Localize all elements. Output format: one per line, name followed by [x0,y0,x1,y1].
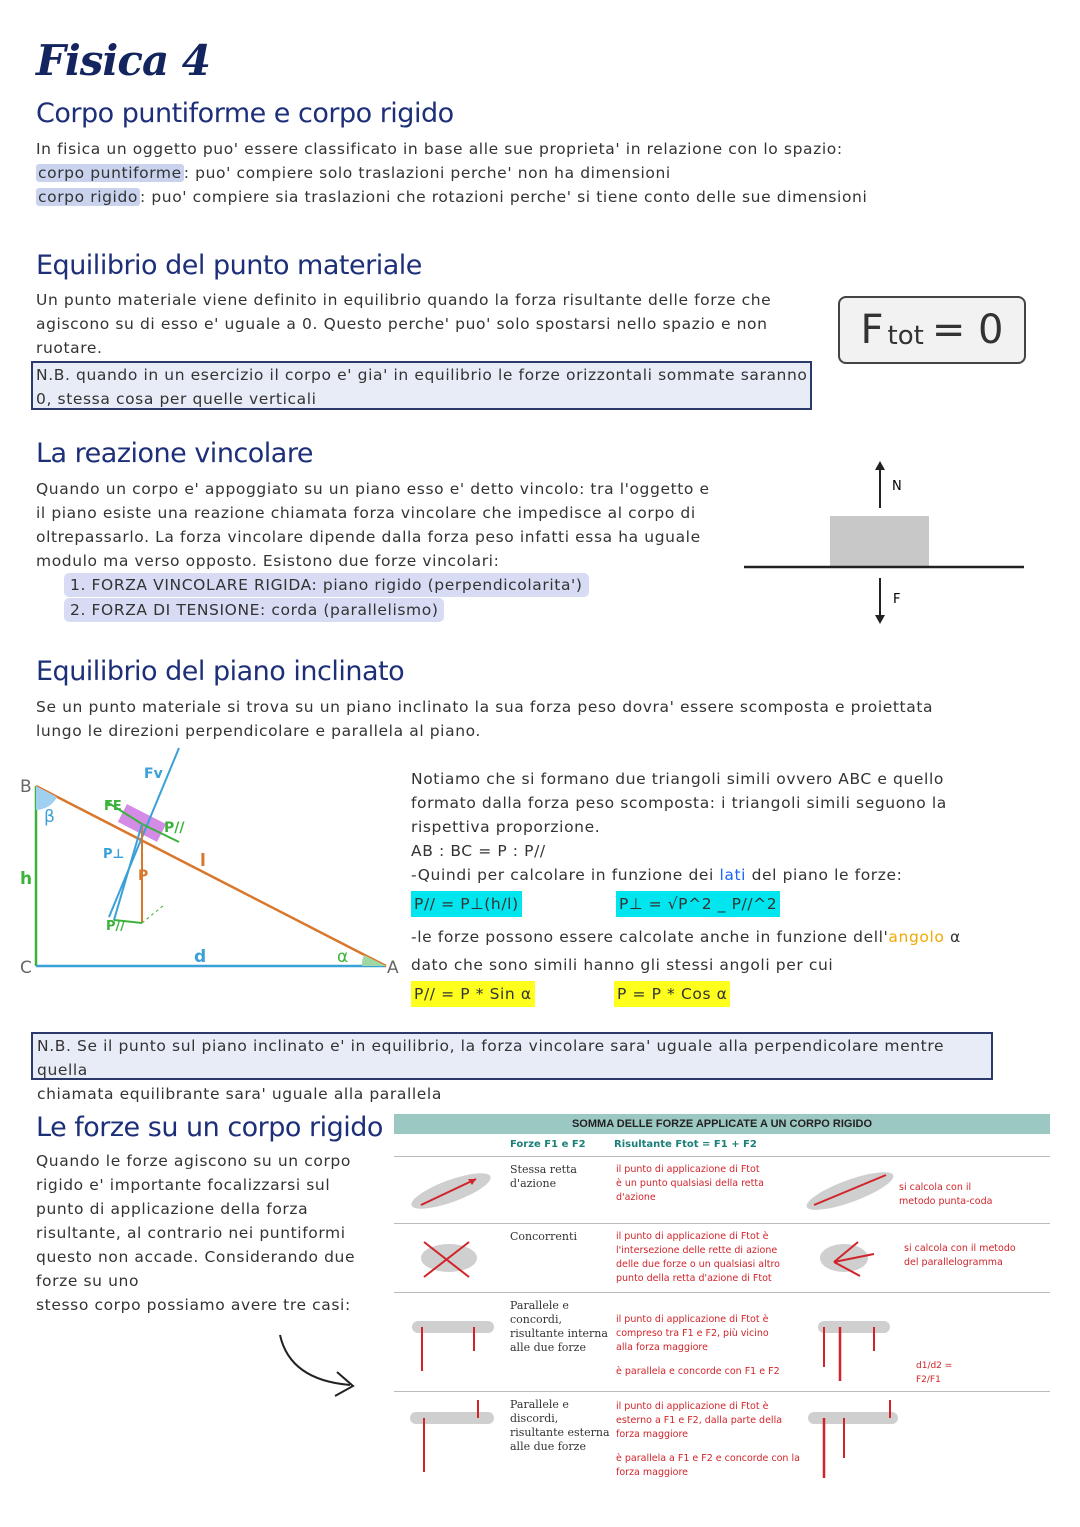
sec5-l7: stesso corpo possiamo avere tre casi: [36,1296,351,1314]
row4-desc2: è parallela a F1 e F2 e concorde con la forza maggiore [616,1453,800,1478]
sec4-line1: Se un punto materiale si trova su un piano inclinato la sua forza peso dovra' essere scomposta e proiettata [36,698,934,716]
label-l: l [200,851,206,871]
label-f: F [893,592,901,607]
sec1-rigid-line [36,185,1036,209]
heading-piano-inclinato: Equilibrio del piano inclinato [36,656,405,687]
heading-corpo-puntiforme: Corpo puntiforme e corpo rigido [36,98,454,129]
sec4-r7: dato che sono simili hanno gli stessi angoli per cui [411,956,834,974]
page-title: Fisica 4 [36,36,211,85]
sec3-line2: il piano esiste una reazione chiamata forza vincolare che impedisce al corpo di [36,504,696,522]
label-a: A [387,958,399,978]
table-row [394,1157,1050,1224]
block [830,516,929,566]
sec5-l2: rigido e' importante focalizzarsi sul [36,1176,331,1194]
row4-illustration [404,1398,499,1478]
sec5-l5: questo non accade. Considerando due [36,1248,356,1266]
row4-type: Parallele e discordi, risultante esterna alle due forze [510,1398,610,1453]
nb-line1: N.B. quando in un esercizio il corpo e' gia' in equilibrio le forze orizzontali sommate saranno [36,366,808,384]
formula-sub: tot [887,321,924,351]
sec4-line2: lungo le direzioni perpendicolare e parallela al piano. [36,722,481,740]
row1-desc: il punto di applicazione di Ftot è un punto qualsiasi della retta d'azione [616,1164,764,1203]
label-n: N [892,479,902,494]
row2-type: Concorrenti [510,1230,577,1243]
table-title: SOMMA DELLE FORZE APPLICATE A UN CORPO RIGIDO [394,1114,1050,1134]
sec4-r1: Notiamo che si formano due triangoli simili ovvero ABC e quello [411,770,944,788]
table-row [394,1293,1050,1392]
sec2-line3: ruotare. [36,339,103,357]
heading-reazione-vincolare: La reazione vincolare [36,438,313,469]
sec1-text [36,137,1036,209]
list-item-tensione: 2. FORZA DI TENSIONE: corda (parallelismo) [64,598,444,622]
label-fe: FE [104,799,122,814]
nb-line2: 0, stessa cosa per quelle verticali [36,390,317,408]
nb-box-equilibrio [31,361,812,410]
row2-illustration [414,1232,484,1284]
formula-ftot-box [838,296,1026,364]
row2-desc: il punto di applicazione di Ftot è l'intersezione delle rette di azione delle due forze o un qualsiasi altro punto della retta d'azione di Ftot [616,1231,780,1284]
dashed-line [142,905,164,923]
r5c: del piano le forze: [746,866,903,884]
sec2-line2: agiscono su di esso e' uguale a 0. Questo perche' puo' solo spostarsi nello spazio e non [36,315,768,333]
formula-rest: = 0 [931,307,1004,353]
sec4-intro [36,695,1046,743]
label-ppar2: P// [106,919,126,934]
formula-pperp-lati: P⊥ = √P^2 _ P//^2 [616,891,780,917]
sec4-r4: AB : BC = P : P// [411,842,546,860]
row1-result [802,1165,898,1215]
table-header [394,1134,1050,1157]
formula-p-cos: P = P * Cos α [614,981,730,1007]
sec3-line1: Quando un corpo e' appoggiato su un piano esso e' detto vincolo: tra l'oggetto e [36,480,710,498]
row4-result [798,1398,908,1484]
reaction-diagram [740,458,1030,628]
sec4-r2: formato dalla forza peso scomposta: i triangoli simili seguono la [411,794,947,812]
nb2-line2: chiamata equilibrante sara' uguale alla parallela [37,1085,442,1103]
formula-ppar-lati: P// = P⊥(h/l) [411,891,522,917]
row3-type: Parallele e concordi, risultante interna alle due forze [510,1299,608,1354]
sec3-line4: modulo ma verso opposto. Esistono due forze vincolari: [36,552,500,570]
label-c: C [20,958,32,978]
r6-angolo: angolo [888,928,945,946]
sec1-point-line [36,161,1036,185]
row1-illustration [406,1163,496,1215]
formula-ppar-sin: P// = P * Sin α [411,981,535,1007]
term-corpo-puntiforme: corpo puntiforme [38,164,182,182]
label-b: B [20,777,32,797]
nb2-line1: N.B. Se il punto sul piano inclinato e' in equilibrio, la forza vincolare sara' uguale alla perpendicolare mentre quella [37,1037,945,1079]
normal-arrowhead [875,461,885,470]
side-l [36,786,386,966]
curved-arrow-icon [275,1330,365,1400]
r5-lati: lati [719,866,747,884]
inclined-plane-diagram [14,740,404,980]
label-p: P [138,868,149,884]
col-risultante: Risultante Ftot = F1 + F2 [614,1139,757,1150]
row3-note: d1/d2 = F2/F1 [916,1361,953,1385]
sec2-text [36,288,826,360]
row2-result [814,1232,894,1284]
row3-desc: il punto di applicazione di Ftot è compreso tra F1 e F2, più vicino alla forza maggiore [616,1314,769,1353]
row1-note: si calcola con il metodo punta-coda [899,1182,993,1207]
sec1-intro: In fisica un oggetto puo' essere classificato in base alle sue proprieta' in relazione con lo spazio: [36,140,843,158]
sec4-angle-text [411,925,1051,977]
sec4-r3: rispettiva proporzione. [411,818,601,836]
heading-equilibrio-punto: Equilibrio del punto materiale [36,250,422,281]
row4-desc: il punto di applicazione di Ftot è esterno a F1 e F2, dalla parte della forza maggiore [616,1401,783,1440]
row1-type: Stessa retta d'azione [510,1163,577,1190]
row3-result [814,1301,894,1385]
r6c: α [944,928,961,946]
label-fv: Fv [144,766,163,782]
row2-note: si calcola con il metodo del parallelogramma [904,1243,1016,1268]
r6a: -le forze possono essere calcolate anche in funzione dell' [411,928,889,946]
formula-f: F [860,307,884,353]
angle-alpha [362,955,386,966]
sec4-r6 [411,925,1051,949]
sec4-explanation [411,767,1051,887]
sec5-l6: forze su uno [36,1272,140,1290]
row3-illustration [408,1307,498,1377]
sec3-text [36,477,736,573]
weight-arrowhead [875,615,885,624]
sec5-l4: risultante, al contrario nei puntiformi [36,1224,346,1242]
label-d: d [194,947,207,967]
sec4-r5 [411,863,1051,887]
col-forze: Forze F1 e F2 [510,1139,586,1150]
label-ppar: P// [164,820,185,836]
label-pperp: P⊥ [103,847,125,862]
term-corpo-rigido: corpo rigido [38,188,138,206]
table-row [394,1224,1050,1293]
table-row [394,1392,1050,1492]
label-h: h [20,869,33,889]
forces-table-figure [394,1114,1050,1494]
sec2-line1: Un punto materiale viene definito in equilibrio quando la forza risultante delle forze che [36,291,772,309]
sec3-line3: oltrepassarlo. La forza vincolare dipende dalla forza peso infatti essa ha uguale [36,528,701,546]
heading-corpo-rigido: Le forze su un corpo rigido [36,1112,383,1143]
def-corpo-puntiforme: : puo' compiere solo traslazioni perche' non ha dimensioni [183,164,671,182]
nb-box-inclinato [31,1032,993,1103]
row3-desc2: è parallela e concorde con F1 e F2 [616,1366,780,1377]
sec5-l3: punto di applicazione della forza [36,1200,309,1218]
list-item-vincolare-rigida: 1. FORZA VINCOLARE RIGIDA: piano rigido (perpendicolarita') [64,573,589,597]
label-beta: β [44,807,55,827]
sec5-l1: Quando le forze agiscono su un corpo [36,1152,351,1170]
def-corpo-rigido: : puo' compiere sia traslazioni che rotazioni perche' si tiene conto delle sue dimensioni [139,188,868,206]
sec5-text [36,1149,376,1317]
label-alpha: α [337,947,349,967]
r5a: -Quindi per calcolare in funzione dei [411,866,720,884]
